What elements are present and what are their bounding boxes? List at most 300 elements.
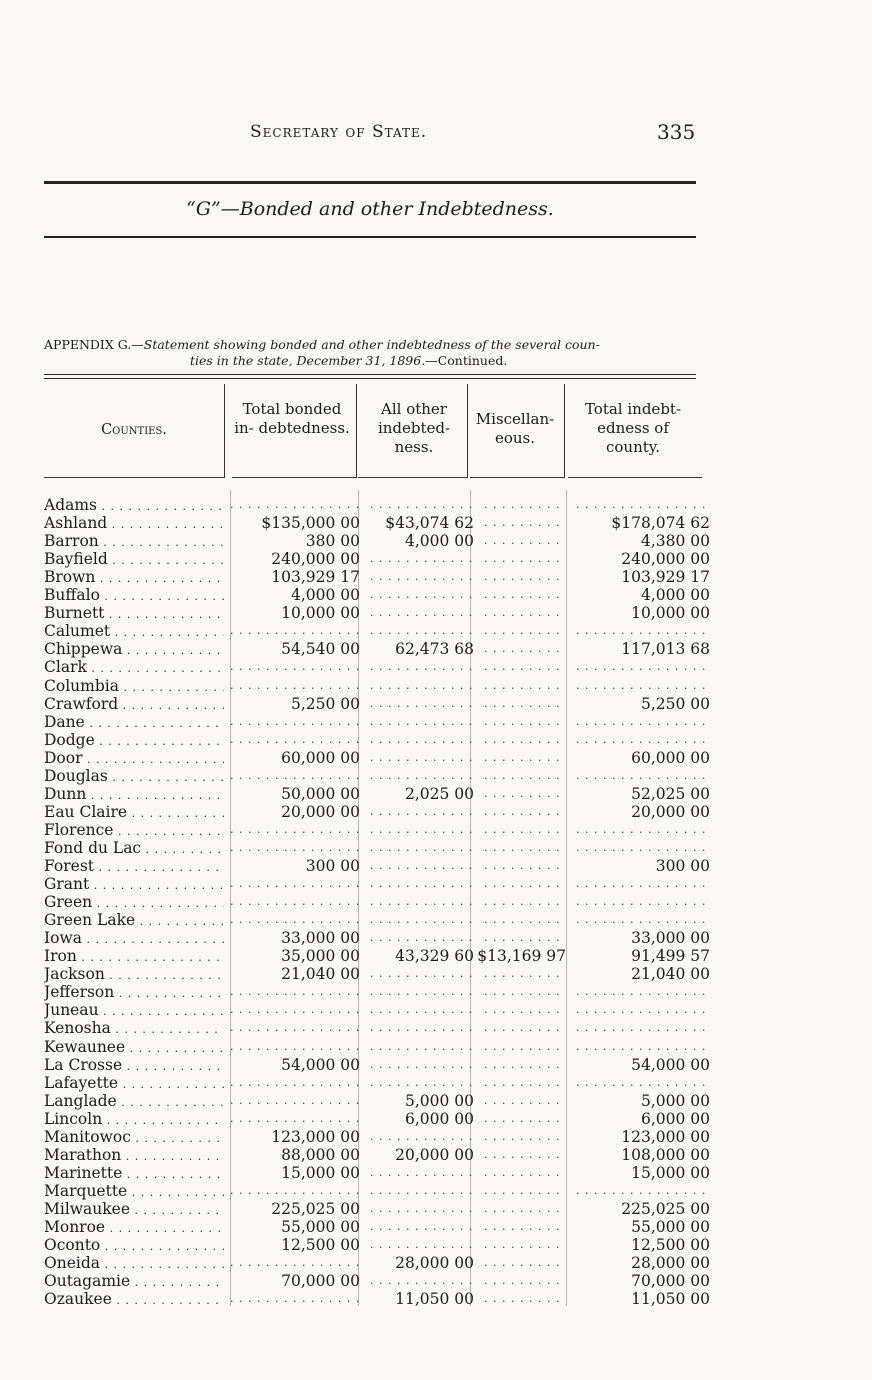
empty-cell-leader <box>230 821 360 839</box>
empty-cell-leader <box>484 1218 566 1236</box>
table-row <box>44 496 724 514</box>
section-title: “G”—Bonded and other Indebtedness. <box>186 198 554 220</box>
county-name: Dunn . . . <box>44 785 224 805</box>
empty-cell-leader <box>576 677 710 695</box>
county-name: Dane . . . <box>44 713 224 733</box>
county-name: Ozaukee . . . <box>44 1290 224 1310</box>
cell-other: $43,074 62 <box>385 514 474 533</box>
empty-cell-leader <box>370 658 474 676</box>
empty-cell-leader <box>576 731 710 749</box>
cell-bonded: 12,500 00 <box>281 1236 360 1255</box>
county-name: Iowa . . . <box>44 929 224 949</box>
column-divider <box>230 490 231 1306</box>
table-row <box>44 1019 724 1037</box>
cell-bonded: 21,040 00 <box>281 965 360 984</box>
table-row <box>44 1236 724 1254</box>
empty-cell-leader <box>484 875 566 893</box>
empty-cell-leader <box>484 857 566 875</box>
county-name: Jefferson . . . <box>44 983 224 1003</box>
empty-cell-leader <box>370 1272 474 1290</box>
header-bottom-rule <box>470 477 564 478</box>
empty-cell-leader <box>576 875 710 893</box>
cell-total: 28,000 00 <box>631 1254 710 1273</box>
cell-bonded: 15,000 00 <box>281 1163 360 1182</box>
empty-cell-leader <box>484 532 566 550</box>
cell-total: $178,074 62 <box>611 514 710 533</box>
cell-other: 5,000 00 <box>404 1091 474 1110</box>
empty-cell-leader <box>576 983 710 1001</box>
cell-total: 91,499 57 <box>631 947 710 966</box>
county-name: Clark . . . <box>44 658 224 678</box>
empty-cell-leader <box>230 767 360 785</box>
empty-cell-leader <box>230 1254 360 1272</box>
cell-other: 6,000 00 <box>404 1109 474 1128</box>
empty-cell-leader <box>484 1056 566 1074</box>
empty-cell-leader <box>370 1218 474 1236</box>
cell-bonded: 103,929 17 <box>271 568 360 587</box>
county-name: Manitowoc . . . <box>44 1128 224 1148</box>
empty-cell-leader <box>370 857 474 875</box>
cell-total: 60,000 00 <box>631 748 710 767</box>
cell-bonded: 88,000 00 <box>281 1145 360 1164</box>
empty-cell-leader <box>484 1254 566 1272</box>
cell-total: 300 00 <box>655 857 710 875</box>
empty-cell-leader <box>230 893 360 911</box>
empty-cell-leader <box>370 1001 474 1019</box>
county-name: Lincoln . . . <box>44 1110 224 1130</box>
empty-cell-leader <box>370 929 474 947</box>
cell-total: 11,050 00 <box>631 1290 710 1309</box>
column-divider <box>224 384 225 478</box>
cell-total: 15,000 00 <box>631 1163 710 1182</box>
cell-total: 54,000 00 <box>631 1055 710 1074</box>
empty-cell-leader <box>370 767 474 785</box>
empty-cell-leader <box>370 803 474 821</box>
county-name: Jackson . . . <box>44 965 224 985</box>
empty-cell-leader <box>230 496 360 514</box>
empty-cell-leader <box>484 496 566 514</box>
cell-total: 240,000 00 <box>621 550 710 569</box>
table-row <box>44 1128 724 1146</box>
empty-cell-leader <box>576 622 710 640</box>
cell-total: 52,025 00 <box>631 784 710 803</box>
table-row <box>44 622 724 640</box>
column-divider <box>358 490 359 1306</box>
empty-cell-leader <box>370 622 474 640</box>
county-name: Juneau . . . <box>44 1001 224 1021</box>
table-row <box>44 857 724 875</box>
cell-total: 225,025 00 <box>621 1199 710 1218</box>
empty-cell-leader <box>484 785 566 803</box>
table-row <box>44 713 724 731</box>
empty-cell-leader <box>230 713 360 731</box>
county-name: Columbia . . . <box>44 677 224 697</box>
table-row <box>44 785 724 803</box>
cell-total: 21,040 00 <box>631 965 710 984</box>
county-name: Adams . . . <box>44 496 224 516</box>
empty-cell-leader <box>230 1074 360 1092</box>
cell-total: 70,000 00 <box>631 1272 710 1291</box>
table-row <box>44 514 724 532</box>
cell-total: 4,000 00 <box>640 586 710 605</box>
table-row <box>44 839 724 857</box>
table-row <box>44 803 724 821</box>
county-name: Langlade . . . <box>44 1092 224 1112</box>
header-bottom-rule <box>358 477 467 478</box>
empty-cell-leader <box>484 604 566 622</box>
page-number: 335 <box>657 120 696 144</box>
county-name: Douglas . . . <box>44 767 224 787</box>
column-divider <box>467 384 468 478</box>
table-row <box>44 640 724 658</box>
cell-total: 10,000 00 <box>631 604 710 623</box>
empty-cell-leader <box>484 713 566 731</box>
empty-cell-leader <box>230 1001 360 1019</box>
table-row <box>44 749 724 767</box>
section-rule <box>44 236 696 238</box>
table-row <box>44 1164 724 1182</box>
empty-cell-leader <box>230 622 360 640</box>
empty-cell-leader <box>484 1200 566 1218</box>
empty-cell-leader <box>576 496 710 514</box>
table-top-rule-2 <box>44 378 696 379</box>
caption-text-line1: Statement showing bonded and other indebtedness of the several coun- <box>143 337 600 352</box>
county-name: Lafayette . . . <box>44 1074 224 1094</box>
table-row <box>44 1182 724 1200</box>
empty-cell-leader <box>484 1092 566 1110</box>
cell-other: 20,000 00 <box>395 1145 474 1164</box>
empty-cell-leader <box>484 749 566 767</box>
empty-cell-leader <box>370 568 474 586</box>
cell-total: 55,000 00 <box>631 1218 710 1236</box>
county-name: Eau Claire . . . <box>44 803 224 823</box>
cell-total: 123,000 00 <box>621 1127 710 1146</box>
empty-cell-leader <box>576 821 710 839</box>
empty-cell-leader <box>484 1038 566 1056</box>
cell-bonded: 240,000 00 <box>271 550 360 569</box>
county-name: La Crosse . . . <box>44 1056 224 1076</box>
table-row <box>44 550 724 568</box>
empty-cell-leader <box>370 604 474 622</box>
empty-cell-leader <box>230 1092 360 1110</box>
table-row <box>44 532 724 550</box>
empty-cell-leader <box>484 929 566 947</box>
empty-cell-leader <box>370 821 474 839</box>
empty-cell-leader <box>484 695 566 713</box>
column-divider <box>566 490 567 1306</box>
empty-cell-leader <box>370 749 474 767</box>
table-row <box>44 875 724 893</box>
empty-cell-leader <box>370 1038 474 1056</box>
table-row <box>44 1146 724 1164</box>
county-name: Marquette . . . <box>44 1182 224 1202</box>
table-row <box>44 1218 724 1236</box>
header-bottom-rule <box>568 477 702 478</box>
empty-cell-leader <box>370 1019 474 1037</box>
empty-cell-leader <box>484 911 566 929</box>
table-row <box>44 731 724 749</box>
table-caption <box>44 337 696 369</box>
cell-bonded: 70,000 00 <box>281 1272 360 1291</box>
empty-cell-leader <box>484 893 566 911</box>
cell-bonded: 123,000 00 <box>271 1127 360 1146</box>
empty-cell-leader <box>484 965 566 983</box>
empty-cell-leader <box>370 1128 474 1146</box>
cell-other: 28,000 00 <box>395 1254 474 1273</box>
county-name: Fond du Lac . . . <box>44 839 224 859</box>
empty-cell-leader <box>484 622 566 640</box>
cell-misc: $13,169 97 <box>477 947 566 966</box>
cell-other: 11,050 00 <box>395 1290 474 1309</box>
empty-cell-leader <box>484 1019 566 1037</box>
county-name: Iron . . . <box>44 947 224 967</box>
table-row <box>44 677 724 695</box>
table-row <box>44 1200 724 1218</box>
empty-cell-leader <box>484 839 566 857</box>
empty-cell-leader <box>370 965 474 983</box>
empty-cell-leader <box>230 875 360 893</box>
cell-bonded: 20,000 00 <box>281 802 360 821</box>
table-top-rule <box>44 374 696 375</box>
empty-cell-leader <box>576 658 710 676</box>
cell-total: 33,000 00 <box>631 929 710 948</box>
empty-cell-leader <box>370 893 474 911</box>
table-row <box>44 929 724 947</box>
empty-cell-leader <box>370 1236 474 1254</box>
county-name: Forest . . . <box>44 857 224 877</box>
cell-other: 43,329 60 <box>395 947 474 966</box>
header-bonded: Total bonded in- debtedness. <box>234 400 350 437</box>
county-name: Calumet . . . <box>44 622 224 642</box>
county-name: Milwaukee . . . <box>44 1200 224 1220</box>
table-row <box>44 1038 724 1056</box>
empty-cell-leader <box>484 731 566 749</box>
empty-cell-leader <box>576 839 710 857</box>
table-row <box>44 1290 724 1308</box>
empty-cell-leader <box>484 640 566 658</box>
empty-cell-leader <box>370 550 474 568</box>
cell-bonded: 55,000 00 <box>281 1218 360 1236</box>
empty-cell-leader <box>230 1038 360 1056</box>
caption-suffix: —Continued. <box>425 353 508 368</box>
empty-cell-leader <box>484 1074 566 1092</box>
cell-bonded: 10,000 00 <box>281 604 360 623</box>
county-name: Brown . . . <box>44 568 224 588</box>
empty-cell-leader <box>230 983 360 1001</box>
cell-other: 4,000 00 <box>404 532 474 551</box>
header-total: Total indebt- edness of county. <box>584 400 682 456</box>
county-name: Outagamie . . . <box>44 1272 224 1292</box>
empty-cell-leader <box>576 713 710 731</box>
header-bottom-rule <box>44 477 224 478</box>
county-name: Bayfield . . . <box>44 550 224 570</box>
empty-cell-leader <box>484 803 566 821</box>
empty-cell-leader <box>484 1110 566 1128</box>
table-row <box>44 983 724 1001</box>
empty-cell-leader <box>230 1110 360 1128</box>
empty-cell-leader <box>370 731 474 749</box>
cell-bonded: 54,540 00 <box>281 640 360 659</box>
empty-cell-leader <box>576 1074 710 1092</box>
empty-cell-leader <box>230 1290 360 1308</box>
county-name: Oconto . . . <box>44 1236 224 1256</box>
empty-cell-leader <box>576 1019 710 1037</box>
cell-total: 6,000 00 <box>640 1109 710 1128</box>
cell-other: 2,025 00 <box>404 784 474 803</box>
column-divider <box>356 384 357 478</box>
cell-bonded: 54,000 00 <box>281 1055 360 1074</box>
table-row <box>44 1110 724 1128</box>
header-counties: Counties. <box>101 422 167 438</box>
table-row <box>44 911 724 929</box>
empty-cell-leader <box>484 1128 566 1146</box>
cell-total: 117,013 68 <box>621 640 710 659</box>
caption-lead: APPENDIX G.— <box>44 337 144 352</box>
cell-bonded: 5,250 00 <box>290 694 360 713</box>
empty-cell-leader <box>370 911 474 929</box>
empty-cell-leader <box>576 1038 710 1056</box>
empty-cell-leader <box>370 839 474 857</box>
empty-cell-leader <box>230 677 360 695</box>
empty-cell-leader <box>370 586 474 604</box>
empty-cell-leader <box>370 1056 474 1074</box>
empty-cell-leader <box>230 1019 360 1037</box>
cell-bonded: 33,000 00 <box>281 929 360 948</box>
empty-cell-leader <box>576 893 710 911</box>
header-misc: Miscellan- eous. <box>475 410 555 447</box>
cell-bonded: 60,000 00 <box>281 748 360 767</box>
cell-bonded: 380 00 <box>305 532 360 551</box>
table-row <box>44 821 724 839</box>
table-row <box>44 658 724 676</box>
county-name: Green Lake . . . <box>44 911 224 931</box>
table-row <box>44 586 724 604</box>
cell-total: 108,000 00 <box>621 1145 710 1164</box>
empty-cell-leader <box>484 677 566 695</box>
empty-cell-leader <box>370 695 474 713</box>
county-name: Marinette . . . <box>44 1164 224 1184</box>
county-name: Buffalo . . . <box>44 586 224 606</box>
cell-other: 62,473 68 <box>395 640 474 659</box>
table-row <box>44 893 724 911</box>
empty-cell-leader <box>370 875 474 893</box>
empty-cell-leader <box>370 713 474 731</box>
table-row <box>44 767 724 785</box>
cell-bonded: $135,000 00 <box>261 514 360 533</box>
county-name: Oneida . . . <box>44 1254 224 1274</box>
cell-total: 4,380 00 <box>640 532 710 551</box>
empty-cell-leader <box>484 568 566 586</box>
empty-cell-leader <box>370 1200 474 1218</box>
table-row <box>44 695 724 713</box>
empty-cell-leader <box>370 496 474 514</box>
county-name: Green . . . <box>44 893 224 913</box>
empty-cell-leader <box>484 767 566 785</box>
empty-cell-leader <box>484 1182 566 1200</box>
county-name: Burnett . . . <box>44 604 224 624</box>
cell-bonded: 225,025 00 <box>271 1199 360 1218</box>
county-name: Chippewa . . . <box>44 640 224 660</box>
county-name: Kewaunee . . . <box>44 1038 224 1058</box>
cell-bonded: 35,000 00 <box>281 947 360 966</box>
table-row <box>44 1254 724 1272</box>
table-row <box>44 947 724 965</box>
cell-total: 5,000 00 <box>640 1091 710 1110</box>
county-name: Marathon . . . <box>44 1146 224 1166</box>
county-name: Monroe . . . <box>44 1218 224 1238</box>
header-bottom-rule <box>232 477 356 478</box>
table-row <box>44 1001 724 1019</box>
empty-cell-leader <box>370 983 474 1001</box>
top-rule <box>44 181 696 184</box>
cell-bonded: 4,000 00 <box>290 586 360 605</box>
table-row <box>44 965 724 983</box>
empty-cell-leader <box>484 1290 566 1308</box>
county-name: Kenosha . . . <box>44 1019 224 1039</box>
empty-cell-leader <box>484 550 566 568</box>
table-row <box>44 1092 724 1110</box>
empty-cell-leader <box>230 1182 360 1200</box>
empty-cell-leader <box>484 1272 566 1290</box>
empty-cell-leader <box>370 1074 474 1092</box>
cell-total: 103,929 17 <box>621 568 710 587</box>
empty-cell-leader <box>576 1182 710 1200</box>
cell-bonded: 50,000 00 <box>281 784 360 803</box>
county-name: Barron . . . <box>44 532 224 552</box>
empty-cell-leader <box>370 677 474 695</box>
empty-cell-leader <box>484 514 566 532</box>
cell-total: 5,250 00 <box>640 694 710 713</box>
caption-text-line2: ties in the state, December 31, 1896. <box>190 353 426 368</box>
empty-cell-leader <box>484 983 566 1001</box>
county-name: Grant . . . <box>44 875 224 895</box>
empty-cell-leader <box>230 839 360 857</box>
header-other: All other indebted- ness. <box>377 400 451 456</box>
empty-cell-leader <box>576 767 710 785</box>
cell-total: 20,000 00 <box>631 802 710 821</box>
county-name: Crawford . . . <box>44 695 224 715</box>
table-row <box>44 1272 724 1290</box>
county-name: Ashland . . . <box>44 514 224 534</box>
cell-bonded: 300 00 <box>305 857 360 875</box>
empty-cell-leader <box>576 911 710 929</box>
empty-cell-leader <box>230 731 360 749</box>
empty-cell-leader <box>230 911 360 929</box>
table-row <box>44 568 724 586</box>
cell-total: 12,500 00 <box>631 1236 710 1255</box>
county-name: Dodge . . . <box>44 731 224 751</box>
county-name: Florence . . . <box>44 821 224 841</box>
running-title: Secretary of State. <box>250 122 428 142</box>
table-row <box>44 604 724 622</box>
empty-cell-leader <box>370 1164 474 1182</box>
county-name: Door . . . <box>44 749 224 769</box>
empty-cell-leader <box>370 1182 474 1200</box>
empty-cell-leader <box>484 586 566 604</box>
empty-cell-leader <box>576 1001 710 1019</box>
table-row <box>44 1056 724 1074</box>
column-divider <box>470 490 471 1306</box>
empty-cell-leader <box>484 821 566 839</box>
empty-cell-leader <box>230 658 360 676</box>
empty-cell-leader <box>484 1146 566 1164</box>
empty-cell-leader <box>484 658 566 676</box>
table-row <box>44 1074 724 1092</box>
empty-cell-leader <box>484 1164 566 1182</box>
empty-cell-leader <box>484 1001 566 1019</box>
empty-cell-leader <box>484 1236 566 1254</box>
column-divider <box>564 384 565 478</box>
